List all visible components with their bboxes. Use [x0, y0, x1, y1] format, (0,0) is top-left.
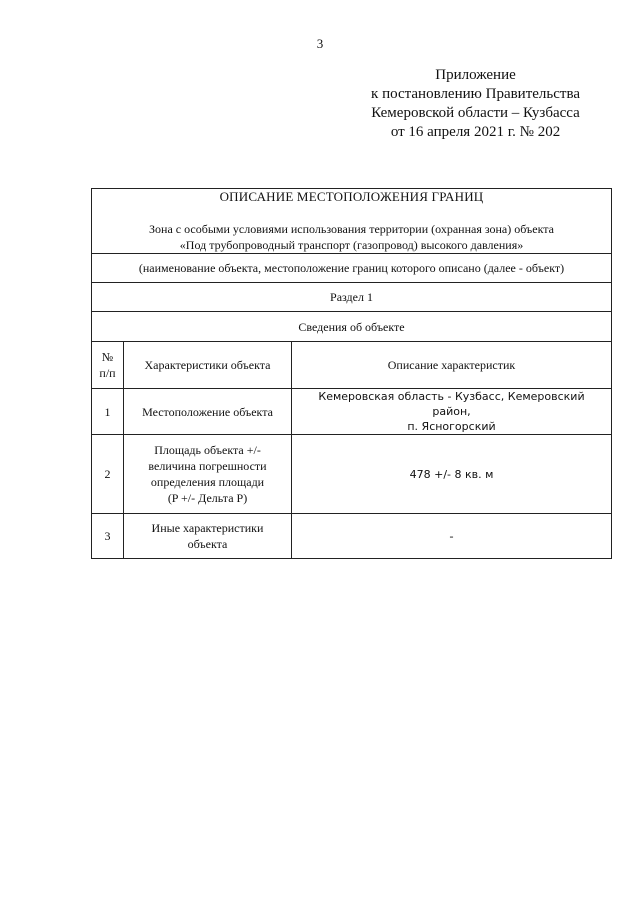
- row-description: -: [292, 514, 612, 559]
- table-title-row: [92, 189, 612, 254]
- subtitle-line: Зона с особыми условиями использования территории (охранная зона) объекта: [149, 222, 554, 236]
- column-header-characteristics: Характеристики объекта: [124, 342, 292, 389]
- document-title: ОПИСАНИЕ МЕСТОПОЛОЖЕНИЯ ГРАНИЦ: [219, 189, 484, 204]
- object-note-row: [92, 254, 612, 283]
- row-number: 2: [92, 435, 124, 514]
- section-title: Раздел 1: [92, 283, 612, 312]
- row-characteristic: [124, 514, 292, 559]
- table-row: [92, 514, 612, 559]
- characteristic-line: (P +/- Дельта P): [167, 491, 248, 505]
- object-note: (наименование объекта, местоположение границ которого описано (далее - объект): [92, 254, 612, 283]
- info-header: Сведения об объекте: [92, 312, 612, 342]
- appendix-line: Кемеровской области – Кузбасса: [371, 105, 580, 121]
- characteristic-line: Иные характеристики: [151, 521, 264, 535]
- boundary-description-table: [91, 188, 612, 559]
- characteristic-line: Площадь объекта +/-: [154, 443, 261, 457]
- row-characteristic: [124, 435, 292, 514]
- subtitle-line: «Под трубопроводный транспорт (газопровод) высокого давления»: [179, 238, 524, 252]
- appendix-line: Приложение: [435, 67, 516, 83]
- column-header-description: Описание характеристик: [292, 342, 612, 389]
- characteristic-line: определения площади: [150, 475, 265, 489]
- characteristic-line: величина погрешности: [148, 459, 267, 473]
- characteristic-line: объекта: [187, 537, 228, 551]
- header-text: п/п: [99, 366, 116, 380]
- appendix-line: к постановлению Правительства: [371, 86, 580, 102]
- description-line: п. Ясногорский: [407, 420, 496, 433]
- table-row: [92, 435, 612, 514]
- table-title-cell: [92, 189, 612, 254]
- column-header-row: [92, 342, 612, 389]
- row-description: 478 +/- 8 кв. м: [292, 435, 612, 514]
- info-header-row: [92, 312, 612, 342]
- page-number: 3: [316, 36, 324, 51]
- description-line: Кемеровская область - Кузбасс, Кемеровский район,: [318, 390, 585, 418]
- row-description: [292, 389, 612, 435]
- row-number: 3: [92, 514, 124, 559]
- appendix-block: [371, 66, 580, 142]
- table-row: [92, 389, 612, 435]
- appendix-line: от 16 апреля 2021 г. № 202: [390, 124, 561, 140]
- row-characteristic: Местоположение объекта: [124, 389, 292, 435]
- row-number: 1: [92, 389, 124, 435]
- column-header-number: [92, 342, 124, 389]
- section-row: [92, 283, 612, 312]
- header-text: №: [101, 350, 114, 364]
